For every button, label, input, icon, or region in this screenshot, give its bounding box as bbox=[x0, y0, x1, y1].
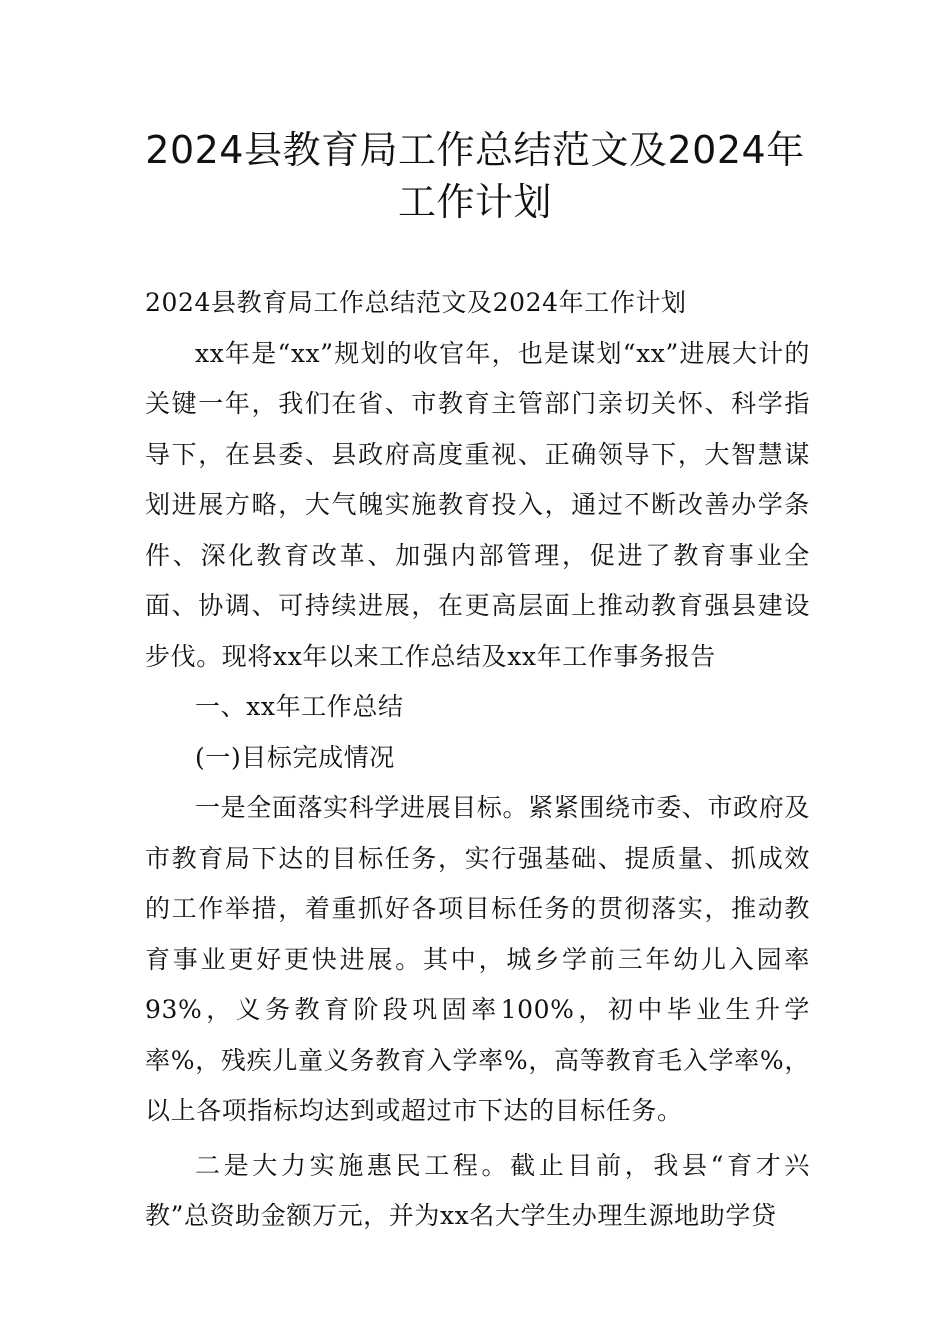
paragraph-intro: xx年是“xx”规划的收官年，也是谋划“xx”进展大计的关键一年，我们在省、市教育主管部门亲切关怀、科学指导下，在县委、县政府高度重视、正确领导下，大智慧谋划进展方略，大气魄实施教育投入，通过不断改善办学条件、深化教育改革、加强内部管理，促进了教育事业全面、协调、可持续进展，在更高层面上推动教育强县建设步伐。现将xx年以来工作总结及xx年工作事务报告 bbox=[145, 338, 810, 671]
subsection-heading: (一)目标完成情况 bbox=[195, 742, 395, 772]
paragraph-goal-completion: 一是全面落实科学进展目标。紧紧围绕市委、市政府及市教育局下达的目标任务，实行强基础、提质量、抓成效的工作举措，着重抓好各项目标任务的贯彻落实，推动教育事业更好更快进展。其中，城乡学前三年幼儿入园率93%，义务教育阶段巩固率100%，初中毕业生升学率%，残疾儿童义务教育入学率%，高等教育毛入学率%，以上各项指标均达到或超过市下达的目标任务。 bbox=[145, 793, 810, 1125]
document-title-line-2: 工作计划 bbox=[397, 180, 552, 224]
section-heading: 一、xx年工作总结 bbox=[195, 692, 404, 721]
document-subtitle: 2024县教育局工作总结范文及2024年工作计划 bbox=[145, 288, 687, 317]
document-body bbox=[145, 278, 810, 1242]
paragraph-benefit-projects: 二是大力实施惠民工程。截止目前，我县“育才兴教”总资助金额万元，并为xx名大学生办理生源地助学贷 bbox=[145, 1150, 810, 1230]
document-title-line-1: 2024县教育局工作总结范文及2024年 bbox=[145, 128, 805, 172]
document-title bbox=[100, 124, 850, 228]
